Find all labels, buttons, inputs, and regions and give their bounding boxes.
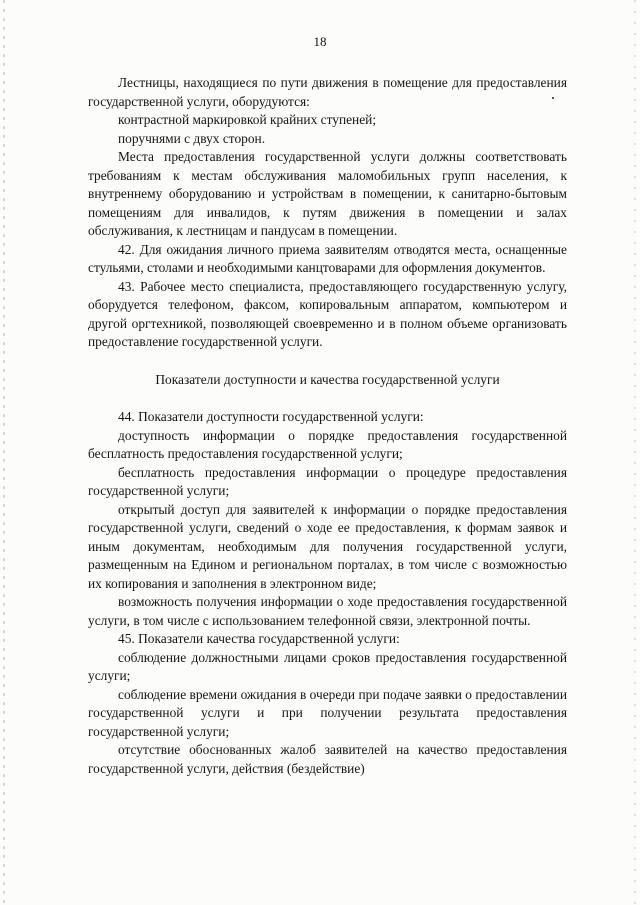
paragraph: 43. Рабочее место специалиста, предоставляющего государственную услугу, оборудуется телефоном, факсом, копировальным аппаратом, компьютером и другой оргтехникой, позволяющей своевременно и в полном объеме организовать предоставление государственной услуги. xyxy=(88,278,567,349)
paragraph: отсутствие обоснованных жалоб заявителей на качество предоставления государственной услуги, действия (бездействие) xyxy=(88,742,567,776)
scan-edge-right xyxy=(634,0,636,905)
scan-edge-left xyxy=(3,0,5,905)
paragraph: возможность получения информации о ходе предоставления государственной услуги, в том числе с использованием телефонной связи, электронной почты. xyxy=(88,594,567,628)
paragraph: доступность информации о порядке предоставления государственной бесплатность предоставления государственной услуги; xyxy=(88,427,567,461)
page-number: 18 xyxy=(313,34,327,49)
paragraph: 45. Показатели качества государственной услуги: xyxy=(118,631,400,646)
paragraph: поручнями с двух сторон. xyxy=(118,130,266,146)
document-body xyxy=(88,74,567,778)
section-heading: Показатели доступности и качества государственной услуги xyxy=(155,371,500,387)
paragraph: Лестницы, находящиеся по пути движения в помещение для предоставления государственной услуги, оборудуются: xyxy=(88,75,567,109)
paragraph: открытый доступ для заявителей к информации о порядке предоставления государственной услуги, сведений о ходе ее предоставления, к формам заявок и иным документам, необходимым для получения государственной услуги, размещенным на Едином и региональном порталах, в том числе с возможностью их копирования и заполнения в электронном виде; xyxy=(88,501,567,591)
paragraph: 44. Показатели доступности государственной услуги: xyxy=(118,409,424,424)
paragraph: Места предоставления государственной услуги должны соответствовать требованиям к местам обслуживания маломобильных групп населения, к внутреннему оборудованию и устройствам в помещении, к санитарно-бытовым помещениям для инвалидов, к путям движения в помещении и залах обслуживания, к лестницам и пандусам в помещении. xyxy=(88,149,567,238)
paragraph: соблюдение должностными лицами сроков предоставления государственной услуги; xyxy=(88,649,567,683)
paragraph: 42. Для ожидания личного приема заявителям отводятся места, оснащенные стульями, столами и необходимыми канцтоварами для оформления документов. xyxy=(88,241,567,275)
paragraph: бесплатность предоставления информации о процедуре предоставления государственной услуги; xyxy=(88,464,567,498)
paragraph: соблюдение времени ожидания в очереди при подаче заявки о предоставлении государственной услуги и при получении результата предоставления государственной услуги; xyxy=(88,686,567,739)
paragraph: контрастной маркировкой крайних ступеней; xyxy=(118,112,377,127)
